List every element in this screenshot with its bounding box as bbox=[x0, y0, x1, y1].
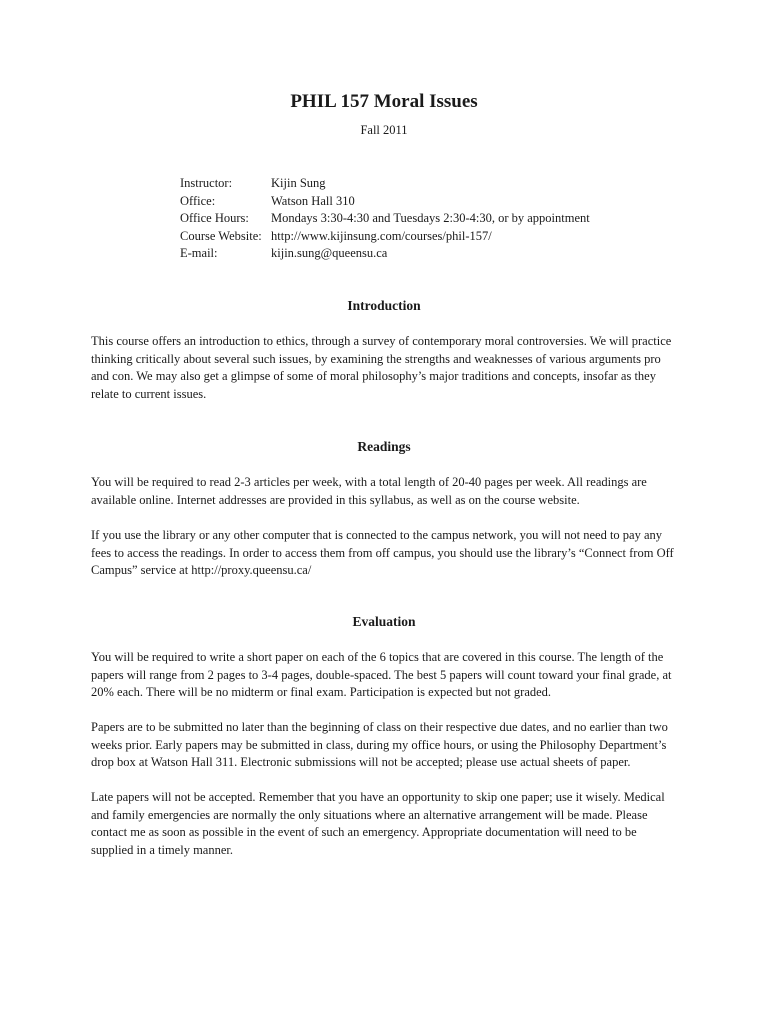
section-heading-introduction: Introduction bbox=[347, 298, 421, 313]
section-heading-readings: Readings bbox=[357, 439, 411, 454]
section-heading-evaluation: Evaluation bbox=[352, 614, 416, 629]
readings-paragraph-1: You will be required to read 2-3 articles per week, with a total length of 20-40 pages per week. All readings are available online. Internet addresses are provided in this syllabus, as well as on the course website. bbox=[91, 475, 647, 507]
info-row-instructor bbox=[180, 175, 590, 193]
document-title: PHIL 157 Moral Issues bbox=[290, 91, 478, 112]
info-label: Instructor: bbox=[180, 176, 233, 190]
evaluation-paragraph-2: Papers are to be submitted no later than the beginning of class on their respective due dates, and no earlier than two weeks prior. Early papers may be submitted in class, during my office hours, or using the Philosophy Department’s drop box at Watson Hall 311. Electronic submissions will not be accepted; please use actual sheets of paper. bbox=[91, 720, 668, 770]
info-row-office bbox=[180, 193, 590, 211]
info-row-course-website bbox=[180, 228, 590, 246]
info-value: Watson Hall 310 bbox=[271, 193, 355, 208]
readings-paragraph-2: If you use the library or any other computer that is connected to the campus network, you will not need to pay any fees to access the readings. In order to access them from off campus, you should use the library’s “Connect from Off Campus” service at http://proxy.queensu.ca/ bbox=[91, 528, 674, 578]
evaluation-paragraph-3: Late papers will not be accepted. Remember that you have an opportunity to skip one paper; use it wisely. Medical and family emergencies are normally the only situations where an alternative arrangement will be made. Please contact me as soon as possible in the event of such an emergency. Appropriate documentation will need to be supplied in a timely manner. bbox=[91, 790, 665, 857]
info-label: Office Hours: bbox=[180, 211, 249, 226]
info-value: Kijin Sung bbox=[271, 176, 326, 190]
document-term: Fall 2011 bbox=[360, 123, 408, 137]
info-row-email bbox=[180, 245, 590, 263]
info-label: Course Website: bbox=[180, 228, 262, 243]
introduction-paragraph: This course offers an introduction to ethics, through a survey of contemporary moral controversies. We will practice thinking critically about several such issues, by examining the strengths and weaknesses of various arguments pro and con. We may also get a glimpse of some of moral philosophy’s major traditions and concepts, insofar as they relate to current issues. bbox=[91, 334, 672, 401]
info-label: Office: bbox=[180, 193, 216, 208]
info-row-office-hours bbox=[180, 210, 590, 228]
evaluation-paragraph-1: You will be required to write a short paper on each of the 6 topics that are covered in this course. The length of the papers will range from 2 pages to 3-4 pages, double-spaced. The best 5 papers will count toward your final grade, at 20% each. There will be no midterm or final exam. Participation is expected but not graded. bbox=[91, 650, 672, 700]
info-value: Mondays 3:30-4:30 and Tuesdays 2:30-4:30, or by appointment bbox=[271, 211, 590, 226]
course-info-table bbox=[180, 175, 590, 263]
info-value-website: http://www.kijinsung.com/courses/phil-157/ bbox=[271, 228, 492, 243]
info-value-email: kijin.sung@queensu.ca bbox=[271, 246, 388, 261]
info-label: E-mail: bbox=[180, 246, 218, 261]
